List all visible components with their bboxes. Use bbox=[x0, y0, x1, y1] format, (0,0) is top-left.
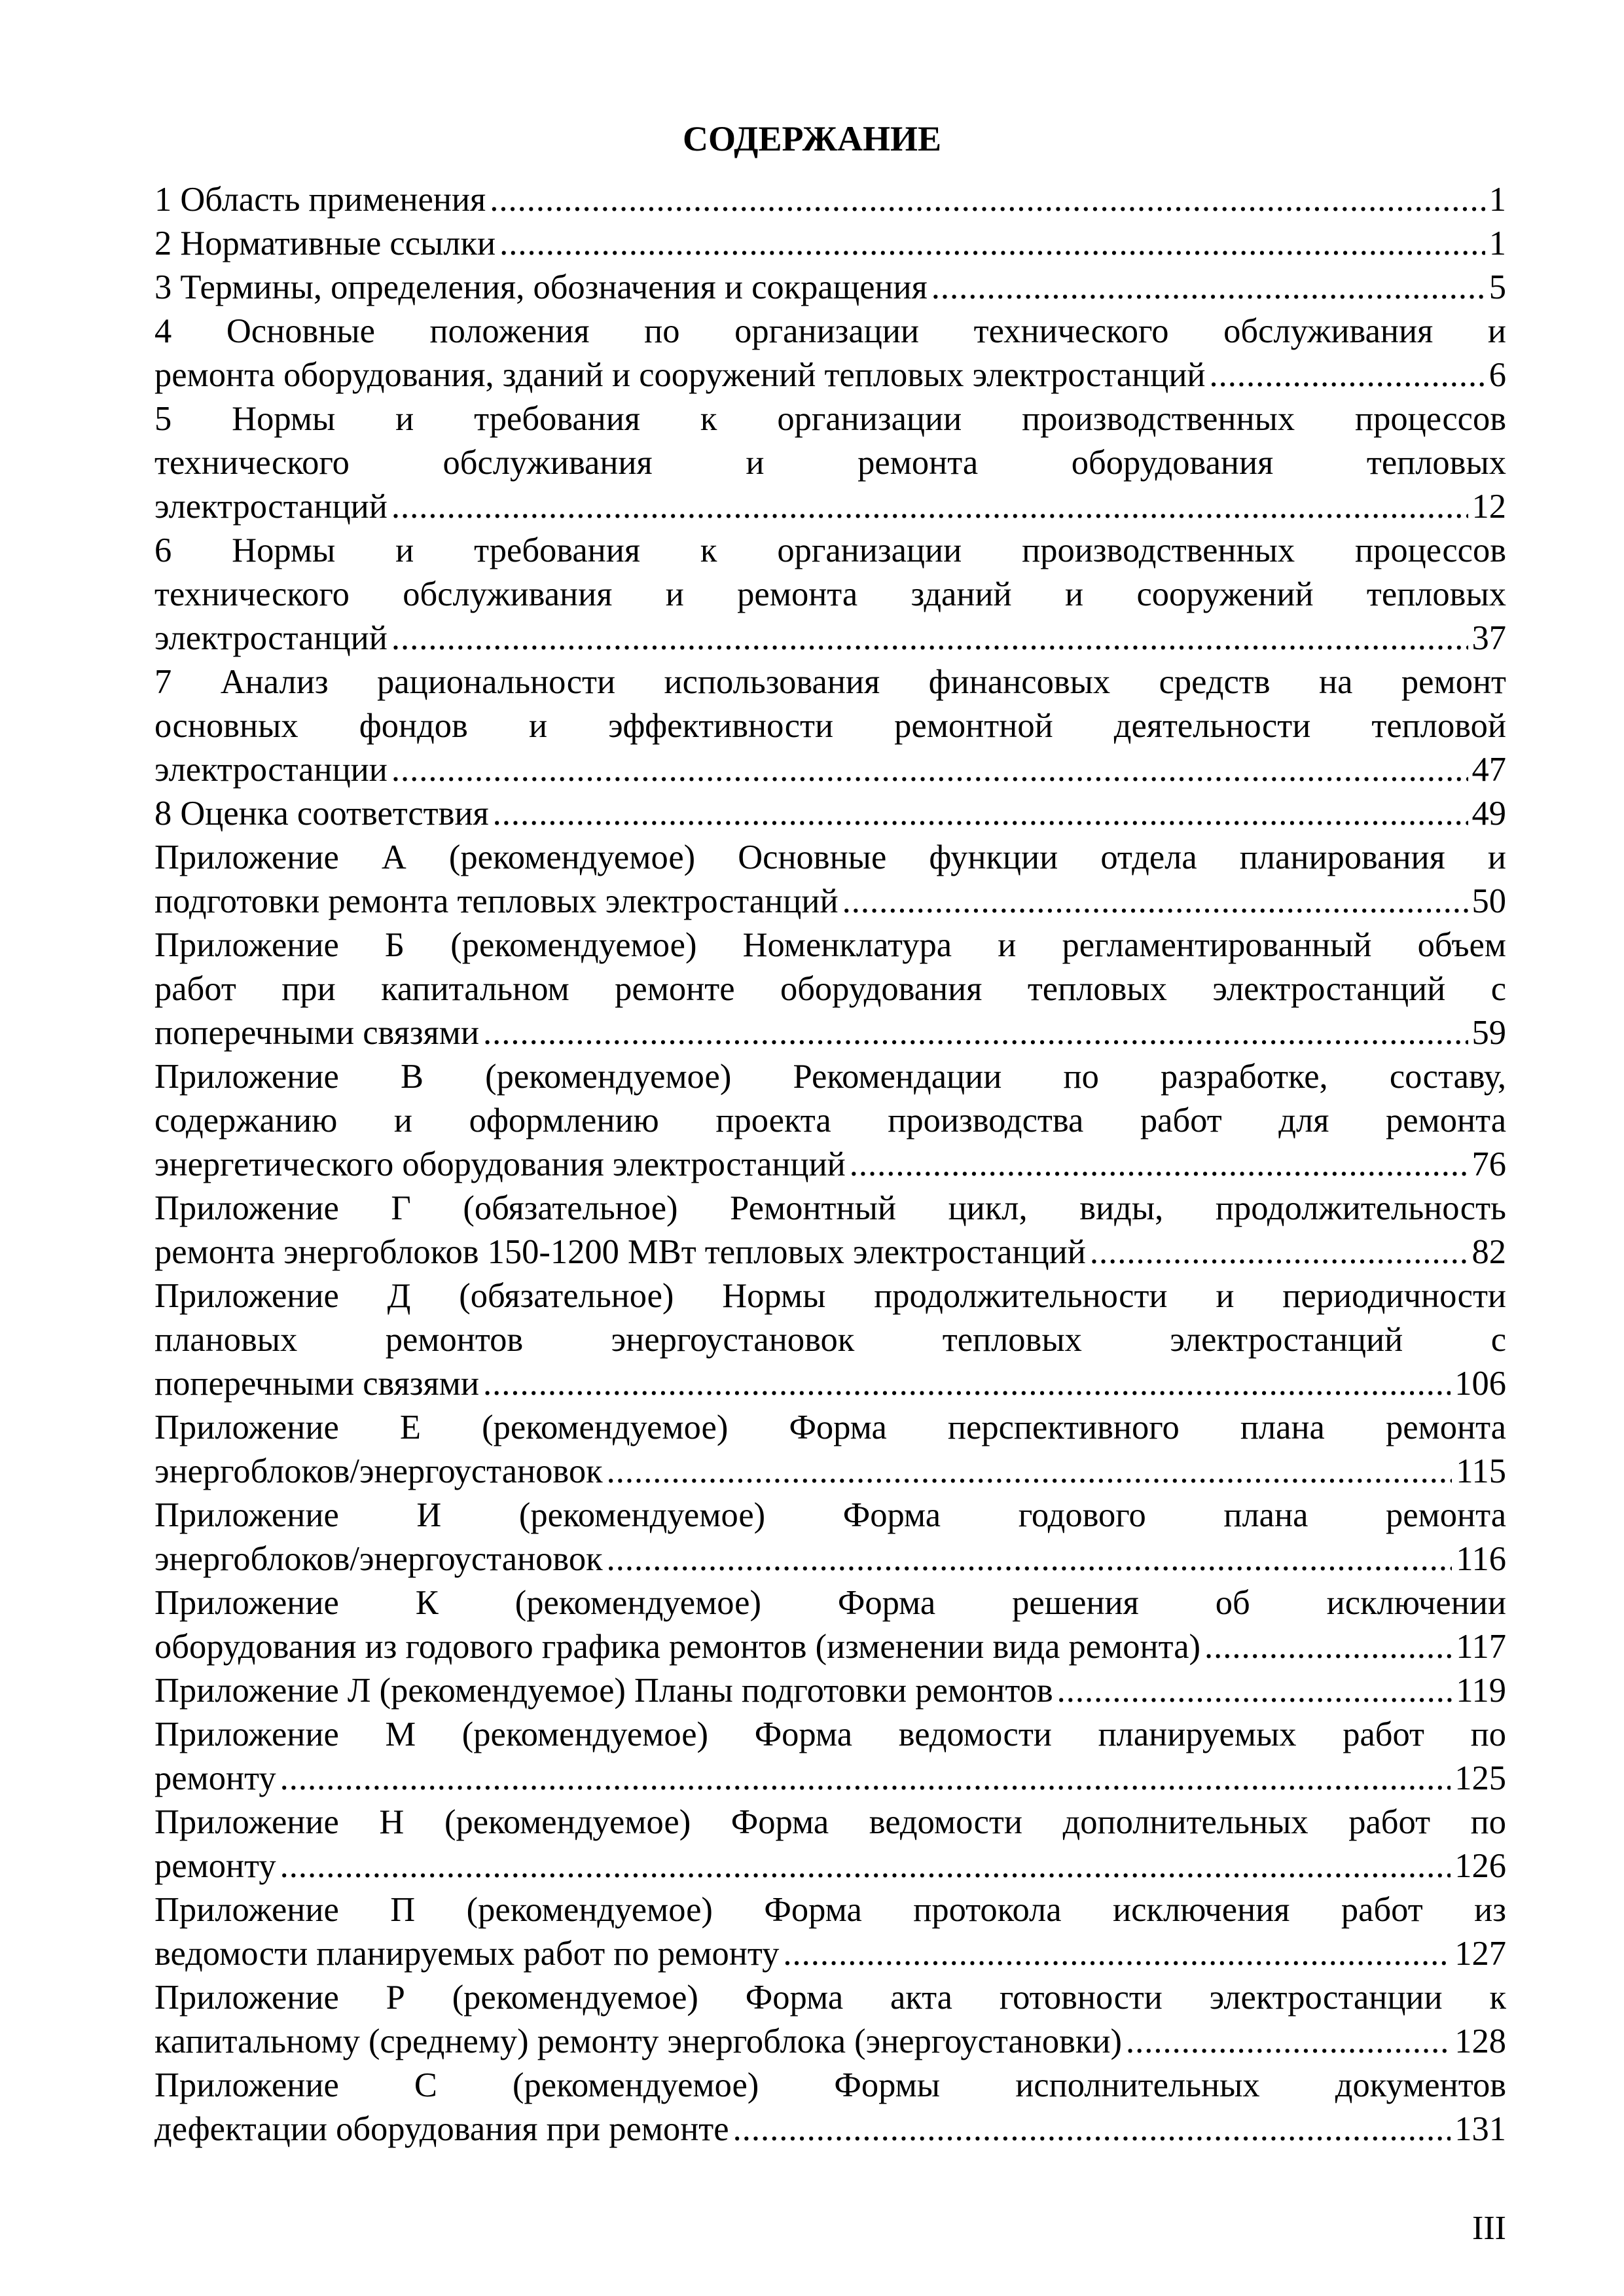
toc-leader-dots bbox=[607, 1537, 1453, 1581]
toc-page-number: 126 bbox=[1454, 1847, 1506, 1885]
toc-leader-dots bbox=[1204, 1625, 1452, 1669]
toc-entry-text: 5 Нормы и требования к организации производственных процессов технического обслуживания и ремонта оборудования тепловых bbox=[154, 400, 1506, 482]
toc-entry-line bbox=[154, 1450, 1506, 1494]
toc-entry-line bbox=[154, 2020, 1506, 2064]
toc-entry-line bbox=[154, 1625, 1506, 1669]
toc-leader-dots bbox=[493, 792, 1468, 836]
toc-leader-dots bbox=[1057, 1669, 1453, 1713]
toc-entry-text: электростанций bbox=[154, 488, 388, 526]
toc-entry bbox=[154, 1976, 1506, 2064]
toc-entry-text: 6 Нормы и требования к организации производственных процессов технического обслуживания и ремонта зданий и сооружений тепловых bbox=[154, 531, 1506, 613]
toc-entry bbox=[154, 1406, 1506, 1494]
toc-entry-text: оборудования из годового графика ремонтов (изменении вида ремонта) bbox=[154, 1628, 1200, 1666]
toc-entry-line bbox=[154, 748, 1506, 792]
toc-leader-dots bbox=[391, 748, 1468, 792]
toc-entry-text: Приложение Л (рекомендуемое) Планы подготовки ремонтов bbox=[154, 1672, 1053, 1710]
toc-entry-text: ремонта энергоблоков 150-1200 МВт тепловых электростанций bbox=[154, 1233, 1086, 1271]
toc-leader-dots bbox=[280, 1757, 1451, 1801]
toc-entry-text: Приложение П (рекомендуемое) Форма протокола исключения работ из bbox=[154, 1891, 1506, 1929]
toc-leader-dots bbox=[850, 1143, 1468, 1187]
toc-page-number: 6 bbox=[1489, 356, 1506, 394]
toc-entry-text: Приложение Г (обязательное) Ремонтный цикл, виды, продолжительность bbox=[154, 1189, 1506, 1227]
toc-entry-line bbox=[154, 1362, 1506, 1406]
toc-entry-line bbox=[154, 353, 1506, 397]
toc-entry-text: ремонту bbox=[154, 1759, 276, 1797]
toc-entry-text: 1 Область применения bbox=[154, 181, 486, 219]
toc-entry bbox=[154, 1669, 1506, 1713]
toc-entry-text: энергоблоков/энергоустановок bbox=[154, 1452, 603, 1490]
toc-page-number: 5 bbox=[1489, 268, 1506, 306]
toc-entry-text: Приложение Н (рекомендуемое) Форма ведомости дополнительных работ по bbox=[154, 1803, 1506, 1841]
toc-leader-dots bbox=[733, 2108, 1451, 2151]
toc-entry-text: Приложение А (рекомендуемое) Основные функции отдела планирования и bbox=[154, 838, 1506, 876]
toc-entry-text: электростанции bbox=[154, 751, 388, 789]
toc-leader-dots bbox=[1210, 353, 1485, 397]
toc-entry bbox=[154, 1801, 1506, 1888]
toc-leader-dots bbox=[607, 1450, 1453, 1494]
toc-entry-line bbox=[154, 617, 1506, 660]
toc-page-number: 50 bbox=[1471, 882, 1506, 920]
toc-entry bbox=[154, 792, 1506, 836]
toc-entry bbox=[154, 1581, 1506, 1669]
toc-entry bbox=[154, 1713, 1506, 1801]
toc-entry-text: Приложение С (рекомендуемое) Формы исполнительных документов bbox=[154, 2066, 1506, 2104]
toc-entry bbox=[154, 397, 1506, 529]
toc-entry-line bbox=[154, 1844, 1506, 1888]
toc-entry-line bbox=[154, 1230, 1506, 1274]
toc-entry-text: капитальному (среднему) ремонту энергоблока (энергоустановки) bbox=[154, 2022, 1122, 2060]
toc-entry-line bbox=[154, 1669, 1506, 1713]
toc-page-number: 128 bbox=[1454, 2022, 1506, 2060]
toc-leader-dots bbox=[783, 1932, 1451, 1976]
toc-entry-line bbox=[154, 485, 1506, 529]
toc-page-number: 1 bbox=[1489, 181, 1506, 219]
toc-entry-text: 8 Оценка соответствия bbox=[154, 795, 489, 833]
toc-page-number: 115 bbox=[1456, 1452, 1506, 1490]
toc-entry bbox=[154, 310, 1506, 397]
toc-entry bbox=[154, 660, 1506, 792]
toc-entry-line bbox=[154, 1932, 1506, 1976]
table-of-contents bbox=[154, 178, 1506, 2151]
toc-entry-text: Приложение К (рекомендуемое) Форма решения об исключении bbox=[154, 1584, 1506, 1622]
toc-entry-line bbox=[154, 2108, 1506, 2151]
toc-entry-text: поперечными связями bbox=[154, 1365, 479, 1403]
toc-entry-text: дефектации оборудования при ремонте bbox=[154, 2110, 729, 2148]
toc-page-number: 131 bbox=[1454, 2110, 1506, 2148]
toc-entry bbox=[154, 924, 1506, 1055]
toc-page-number: 59 bbox=[1471, 1014, 1506, 1052]
toc-page-number: 116 bbox=[1456, 1540, 1506, 1578]
toc-leader-dots bbox=[391, 617, 1468, 660]
toc-entry bbox=[154, 2064, 1506, 2151]
page-number: III bbox=[1472, 2210, 1506, 2247]
toc-leader-dots bbox=[842, 880, 1468, 924]
toc-entry-line bbox=[154, 880, 1506, 924]
toc-entry-text: энергетического оборудования электростанций bbox=[154, 1145, 846, 1183]
toc-entry-line bbox=[154, 1011, 1506, 1055]
toc-leader-dots bbox=[1090, 1230, 1468, 1274]
toc-leader-dots bbox=[931, 266, 1485, 310]
toc-leader-dots bbox=[483, 1011, 1468, 1055]
page-title: СОДЕРЖАНИЕ bbox=[683, 119, 941, 158]
toc-entry-line bbox=[154, 1143, 1506, 1187]
toc-entry-text: 2 Нормативные ссылки bbox=[154, 224, 496, 262]
toc-page-number: 76 bbox=[1471, 1145, 1506, 1183]
toc-leader-dots bbox=[391, 485, 1468, 529]
toc-entry bbox=[154, 1187, 1506, 1274]
toc-page-number: 125 bbox=[1454, 1759, 1506, 1797]
toc-page-number: 12 bbox=[1471, 488, 1506, 526]
toc-entry-text: поперечными связями bbox=[154, 1014, 479, 1052]
toc-entry bbox=[154, 1494, 1506, 1581]
toc-entry-line bbox=[154, 1757, 1506, 1801]
toc-entry-text: 3 Термины, определения, обозначения и сокращения bbox=[154, 268, 928, 306]
toc-entry bbox=[154, 266, 1506, 310]
toc-page-number: 47 bbox=[1471, 751, 1506, 789]
toc-page-number: 117 bbox=[1456, 1628, 1506, 1666]
toc-page-number: 49 bbox=[1471, 795, 1506, 833]
toc-entry bbox=[154, 178, 1506, 222]
toc-entry-text: ведомости планируемых работ по ремонту bbox=[154, 1935, 780, 1973]
toc-entry-text: энергоблоков/энергоустановок bbox=[154, 1540, 603, 1578]
toc-entry bbox=[154, 222, 1506, 266]
toc-entry-text: Приложение Р (рекомендуемое) Форма акта готовности электростанции к bbox=[154, 1979, 1506, 2017]
toc-entry bbox=[154, 1055, 1506, 1187]
toc-page-number: 37 bbox=[1471, 619, 1506, 657]
toc-page-number: 127 bbox=[1454, 1935, 1506, 1973]
toc-entry-text: подготовки ремонта тепловых электростанций bbox=[154, 882, 839, 920]
toc-entry bbox=[154, 1274, 1506, 1406]
toc-entry-text: 7 Анализ рациональности использования финансовых средств на ремонт основных фондов и эффективности ремонтной деятельности тепловой bbox=[154, 663, 1506, 745]
toc-page-number: 119 bbox=[1456, 1672, 1506, 1710]
toc-leader-dots bbox=[499, 222, 1485, 266]
toc-entry-text: Приложение М (рекомендуемое) Форма ведомости планируемых работ по bbox=[154, 1715, 1506, 1753]
toc-entry-text: Приложение В (рекомендуемое) Рекомендации по разработке, составу, содержанию и оформлению проекта производства работ для ремонта bbox=[154, 1058, 1506, 1139]
toc-page-number: 1 bbox=[1489, 224, 1506, 262]
toc-entry-text: Приложение И (рекомендуемое) Форма годового плана ремонта bbox=[154, 1496, 1506, 1534]
toc-entry-text: ремонта оборудования, зданий и сооружений тепловых электростанций bbox=[154, 356, 1206, 394]
toc-leader-dots bbox=[1126, 2020, 1451, 2064]
toc-entry-text: Приложение Д (обязательное) Нормы продолжительности и периодичности плановых ремонтов энергоустановок тепловых электростанций с bbox=[154, 1277, 1506, 1359]
toc-entry bbox=[154, 836, 1506, 924]
toc-entry-text: ремонту bbox=[154, 1847, 276, 1885]
toc-entry-text: Приложение Б (рекомендуемое) Номенклатура и регламентированный объем работ при капитальном ремонте оборудования тепловых электростанций с bbox=[154, 926, 1506, 1008]
toc-entry-line bbox=[154, 222, 1506, 266]
toc-entry-line bbox=[154, 792, 1506, 836]
toc-entry-text: электростанций bbox=[154, 619, 388, 657]
toc-entry bbox=[154, 1888, 1506, 1976]
toc-entry-text: Приложение Е (рекомендуемое) Форма перспективного плана ремонта bbox=[154, 1408, 1506, 1446]
toc-entry-line bbox=[154, 1537, 1506, 1581]
toc-page-number: 106 bbox=[1454, 1365, 1506, 1403]
toc-page-number: 82 bbox=[1471, 1233, 1506, 1271]
toc-leader-dots bbox=[280, 1844, 1451, 1888]
toc-entry bbox=[154, 529, 1506, 660]
toc-entry-text: 4 Основные положения по организации технического обслуживания и bbox=[154, 312, 1506, 350]
toc-leader-dots bbox=[483, 1362, 1451, 1406]
toc-entry-line bbox=[154, 266, 1506, 310]
toc-leader-dots bbox=[490, 178, 1485, 222]
toc-entry-line bbox=[154, 178, 1506, 222]
